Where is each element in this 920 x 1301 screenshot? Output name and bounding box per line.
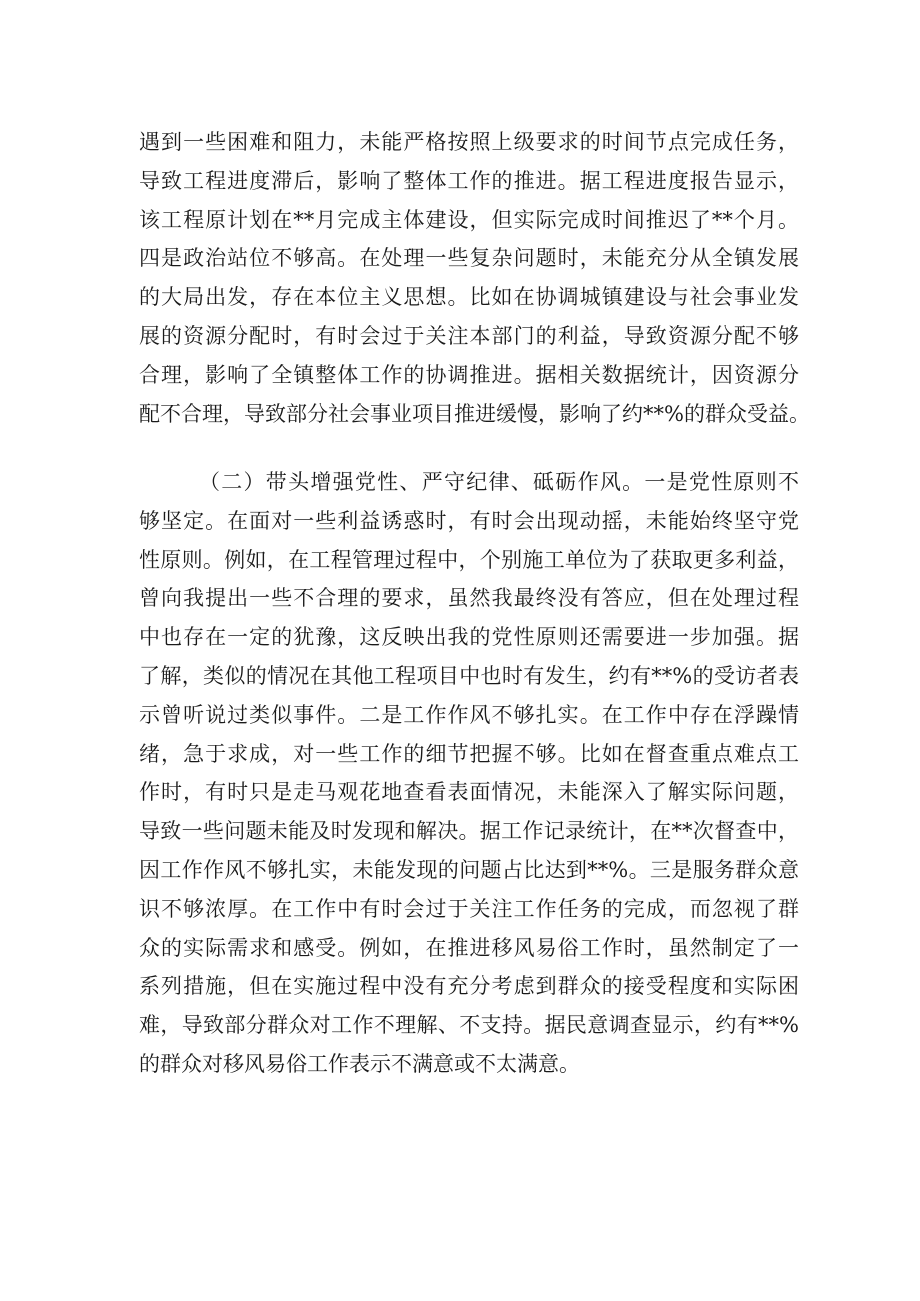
text-line: 曾向我提出一些不合理的要求，虽然我最终没有答应，但在处理过程 (139, 586, 799, 611)
paragraph-section-two (139, 463, 799, 1084)
text-line: 绪，急于求成，对一些工作的细节把握不够。比如在督查重点难点工 (139, 741, 799, 766)
text-line: 识不够浓厚。在工作中有时会过于关注工作任务的完成，而忽视了群 (139, 896, 799, 921)
section-heading-line: （二）带头增强党性、严守纪律、砥砺作风。一是党性原则不 (199, 470, 799, 494)
text-line: 中也存在一定的犹豫，这反映出我的党性原则还需要进一步加强。据 (139, 625, 799, 650)
text-line: 四是政治站位不够高。在处理一些复杂问题时，未能充分从全镇发展 (139, 246, 799, 271)
text-line: 导致一些问题未能及时发现和解决。据工作记录统计，在**次督查中， (139, 819, 799, 844)
text-line: 了解，类似的情况在其他工程项目中也时有发生，约有**%的受访者表 (139, 663, 799, 688)
text-line: 因工作作风不够扎实，未能发现的问题占比达到**%。三是服务群众意 (139, 857, 799, 882)
text-line: 的大局出发，存在本位主义思想。比如在协调城镇建设与社会事业发 (139, 285, 799, 310)
text-line: 示曾听说过类似事件。二是工作作风不够扎实。在工作中存在浮躁情 (139, 702, 799, 727)
text-line: 遇到一些困难和阻力，未能严格按照上级要求的时间节点完成任务， (139, 130, 799, 154)
text-line: 系列措施，但在实施过程中没有充分考虑到群众的接受程度和实际困 (139, 974, 799, 999)
text-line: 配不合理，导致部分社会事业项目推进缓慢，影响了约**%的群众受益。 (139, 401, 810, 426)
text-line: 该工程原计划在**月完成主体建设，但实际完成时间推迟了**个月。 (139, 207, 799, 232)
text-line: 作时，有时只是走马观花地查看表面情况，未能深入了解实际问题， (139, 780, 799, 805)
text-line: 展的资源分配时，有时会过于关注本部门的利益，导致资源分配不够 (139, 323, 799, 348)
text-line: 众的实际需求和感受。例如，在推进移风易俗工作时，虽然制定了一 (139, 935, 799, 960)
text-line: 够坚定。在面对一些利益诱惑时，有时会出现动摇，未能始终坚守党 (139, 508, 799, 533)
text-line: 合理，影响了全镇整体工作的协调推进。据相关数据统计，因资源分 (139, 362, 799, 387)
text-line: 导致工程进度滞后，影响了整体工作的推进。据工程进度报告显示， (139, 168, 799, 193)
paragraph-continuation (139, 123, 810, 433)
text-line: 性原则。例如，在工程管理过程中，个别施工单位为了获取更多利益， (139, 547, 799, 572)
text-line: 难，导致部分群众对工作不理解、不支持。据民意调查显示，约有**% (139, 1013, 799, 1038)
text-line: 的群众对移风易俗工作表示不满意或不太满意。 (139, 1051, 580, 1076)
